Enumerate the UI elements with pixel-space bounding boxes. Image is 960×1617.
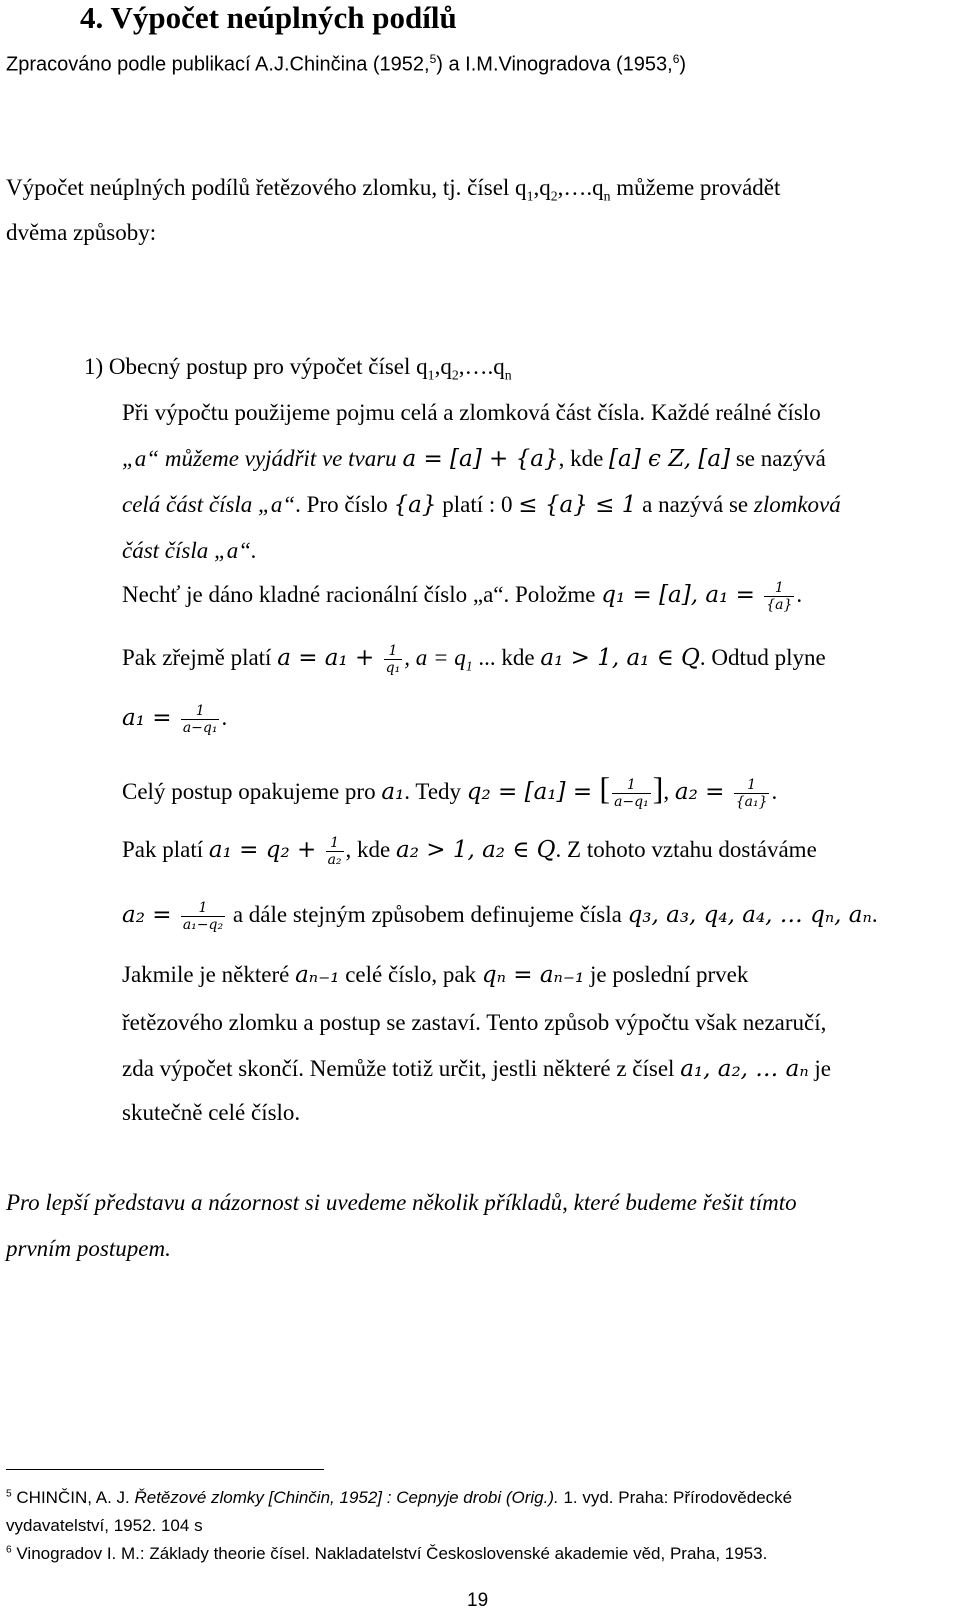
item1-line-5: Nechť je dáno kladné racionální číslo „a“. Položme q₁ = [a], a₁ = $\frac{1}{\{a\}}$ . <box>122 580 803 613</box>
item1-title: 1) Obecný postup pro výpočet čísel $q_1,q_2,\dots.q_n$ <box>84 354 512 383</box>
page-heading: 4. Výpočet neúplných podílů <box>80 0 457 35</box>
page-number: 19 <box>467 1590 489 1611</box>
footnote-separator <box>6 1469 324 1470</box>
source-line: Zpracováno podle publikací A.J.Chinčina (1952,$^5$) a I.M.Vinogradova (1953,$^6$) <box>6 52 687 76</box>
item1-line-13: zda výpočet skončí. Nemůže totiž určit, jestli některé z čísel a₁, a₂, … aₙ je <box>122 1056 832 1082</box>
item1-line-3: celá část čísla „a“. Pro číslo {a} platí : 0 ≤ {a} ≤ 1 a nazývá se zlomková <box>122 492 841 518</box>
intro-line-1: Výpočet neúplných podílů řetězového zlomku, tj. čísel $q_1,q_2,\dots.q_n$ můžeme provádět <box>6 175 781 204</box>
intro-line-2: dvěma způsoby: <box>6 220 157 245</box>
item1-line-2: „a“ můžeme vyjádřit ve tvaru a = [a] + {a}, kde [a] ϵ Z, [a] se nazývá <box>122 446 826 472</box>
item1-line-14: skutečně celé číslo. <box>122 1100 301 1125</box>
closing-line-1: Pro lepší představu a názornost si uvedeme několik příkladů, které budeme řešit tímto <box>6 1190 797 1215</box>
item1-line-8: Celý postup opakujeme pro a₁. Tedy q₂ = [a₁] = [ $\frac{1}{\text{a−q₁}}$ ], a₂ = $\frac{1}{\text{\{a₁\}}}$ . <box>122 770 778 811</box>
closing-line-2: prvním postupem. <box>6 1236 171 1261</box>
footnote-6: $^6$ Vinogradov I. M.: Základy theorie čísel. Nakladatelství Československé akademie věd, Praha, 1953. <box>6 1544 768 1563</box>
footnote-5-cont: vydavatelství, 1952. 104 s <box>6 1516 203 1535</box>
item1-line-4: část čísla „a“. <box>122 538 257 563</box>
item1-line-11: Jakmile je některé aₙ₋₁ celé číslo, pak qₙ = aₙ₋₁ je poslední prvek <box>122 962 749 988</box>
item1-line-9: Pak platí a₁ = q₂ + $\frac{1}{\text{a₂}}$ , kde a₂ > 1, a₂ ∈ Q. Z tohoto vztahu dostáváme <box>122 835 817 868</box>
item1-line-1: Při výpočtu použijeme pojmu celá a zlomková část čísla. Každé reálné číslo <box>122 400 821 425</box>
footnote-5: $^5$ CHINČIN, A. J. Řetězové zlomky [Chinčin, 1952] : Cepnyje drobi (Orig.). 1. vyd. Praha: Přírodovědecké <box>6 1488 793 1507</box>
item1-line-10: a₂ = $\frac{1}{\text{a₁−q₂}}$ a dále stejným způsobem definujeme čísla q₃, a₃, q₄, a₄, … qₙ, aₙ. <box>122 900 878 933</box>
item1-line-12: řetězového zlomku a postup se zastaví. Tento způsob výpočtu však nezaručí, <box>122 1010 827 1035</box>
item1-line-7: a₁ = $\frac{1}{\text{a−q₁}}$ . <box>122 703 228 736</box>
item1-line-6: Pak zřejmě platí a = a₁ + $\frac{1}{\text{q₁}}$ , $a = q_1$ ... kde a₁ > 1, a₁ ∈ Q. Odtud plyne <box>122 643 826 676</box>
